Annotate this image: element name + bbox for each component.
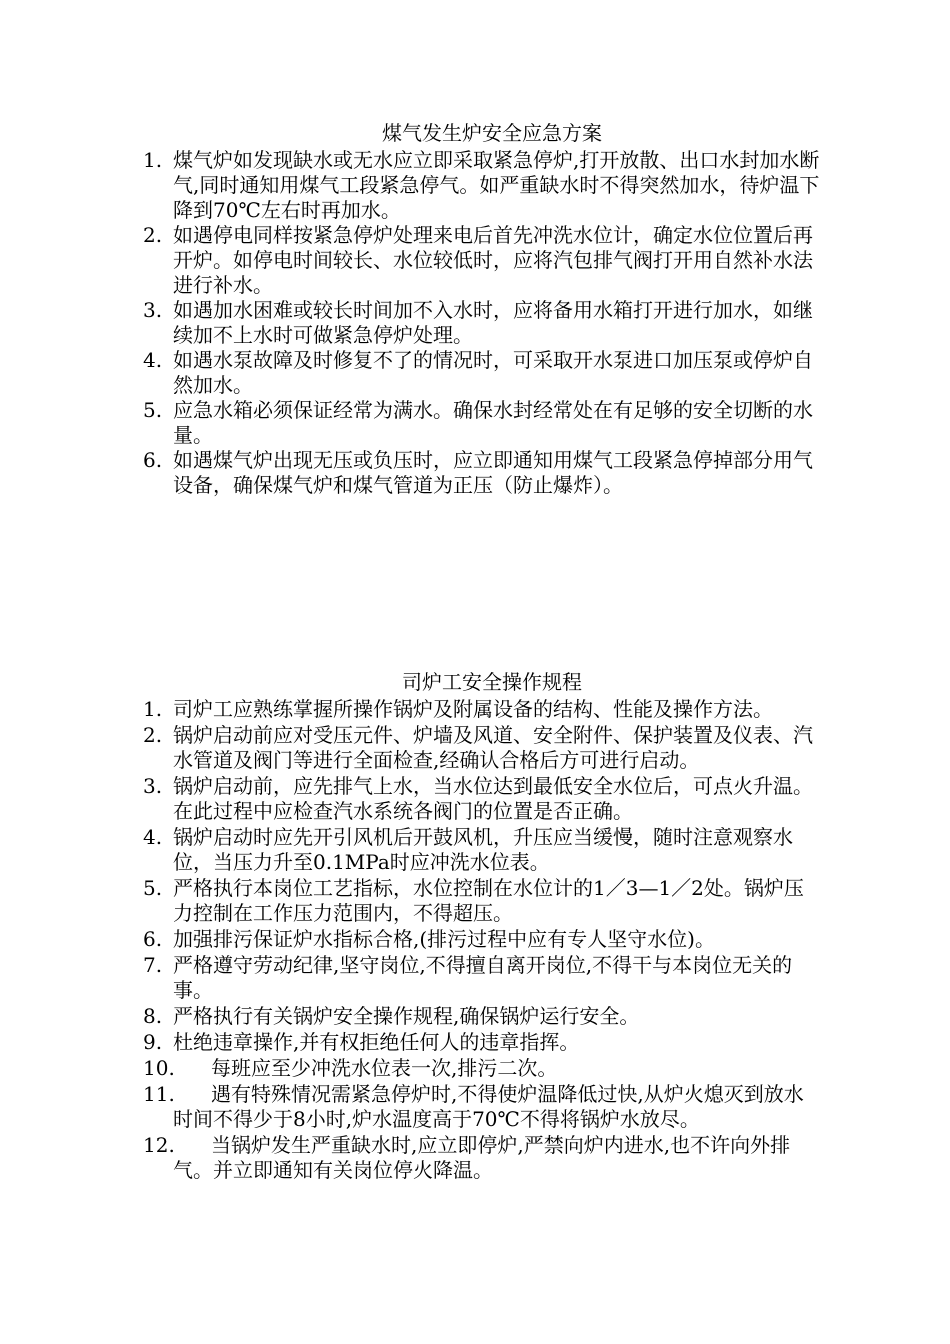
- item-text: 锅炉启动前，应先排气上水，当水位达到最低安全水位后，可点火升温。在此过程中应检查汽水系统各阀门的位置是否正确。: [173, 774, 813, 823]
- list-item: [143, 876, 823, 926]
- item-text: 如遇停电同样按紧急停炉处理来电后首先冲洗水位计，确定水位位置后再开炉。如停电时间较长、水位较低时，应将汽包排气阀打开用自然补水法进行补水。: [173, 223, 813, 297]
- item-text: 遇有特殊情况需紧急停炉时,不得使炉温降低过快,从炉火熄灭到放水时间不得少于8小时,炉水温度高于70℃不得将锅炉水放尽。: [173, 1082, 804, 1131]
- item-number: 1.: [143, 148, 163, 172]
- item-number: 5.: [143, 398, 163, 422]
- list-item: [143, 1030, 823, 1055]
- list-item: [143, 774, 823, 824]
- list-item: [143, 825, 823, 875]
- item-text: 杜绝违章操作,并有权拒绝任何人的违章指挥。: [173, 1030, 580, 1054]
- item-number: 4.: [143, 825, 163, 849]
- item-number: 9.: [143, 1030, 163, 1054]
- item-number: 1.: [143, 697, 163, 721]
- section-title: 司炉工安全操作规程: [402, 670, 582, 694]
- item-number: 12.: [143, 1133, 175, 1157]
- list-item: [143, 1133, 823, 1183]
- item-number: 11.: [143, 1082, 175, 1106]
- list-item: [143, 223, 823, 298]
- section-title: 煤气发生炉安全应急方案: [382, 121, 602, 145]
- item-number: 3.: [143, 298, 163, 322]
- item-text: 严格遵守劳动纪律,坚守岗位,不得擅自离开岗位,不得干与本岗位无关的事。: [173, 953, 793, 1002]
- item-number: 6.: [143, 927, 163, 951]
- item-text: 司炉工应熟练掌握所操作锅炉及附属设备的结构、性能及操作方法。: [173, 697, 773, 721]
- list-item: [143, 1082, 823, 1132]
- section-boiler-operator-safety-rules: [143, 667, 823, 1184]
- item-number: 6.: [143, 448, 163, 472]
- item-number: 5.: [143, 876, 163, 900]
- list-item: [143, 448, 823, 498]
- item-number: 10.: [143, 1056, 175, 1080]
- item-number: 7.: [143, 953, 163, 977]
- list-item: [143, 927, 823, 952]
- item-text: 严格执行本岗位工艺指标，水位控制在水位计的1／3—1／2处。锅炉压力控制在工作压力范围内，不得超压。: [173, 876, 804, 925]
- item-text: 如遇加水困难或较长时间加不入水时，应将备用水箱打开进行加水，如继续加不上水时可做紧急停炉处理。: [173, 298, 813, 347]
- list-item: [143, 348, 823, 398]
- list-item: [143, 148, 823, 223]
- item-text: 每班应至少冲洗水位表一次,排污二次。: [211, 1056, 558, 1080]
- item-text: 锅炉启动时应先开引风机后开鼓风机，升压应当缓慢，随时注意观察水位，当压力升至0.1MPa时应冲洗水位表。: [173, 825, 793, 874]
- item-text: 煤气炉如发现缺水或无水应立即采取紧急停炉,打开放散、出口水封加水断气,同时通知用煤气工段紧急停气。如严重缺水时不得突然加水，待炉温下降到70℃左右时再加水。: [173, 148, 820, 222]
- numbered-list: [143, 697, 823, 1183]
- item-text: 当锅炉发生严重缺水时,应立即停炉,严禁向炉内进水,也不许向外排气。并立即通知有关岗位停火降温。: [173, 1133, 791, 1182]
- item-number: 2.: [143, 723, 163, 747]
- item-number: 4.: [143, 348, 163, 372]
- list-item: [143, 953, 823, 1003]
- section-gas-generator-emergency-plan: [143, 118, 823, 498]
- item-number: 2.: [143, 223, 163, 247]
- list-item: [143, 723, 823, 773]
- numbered-list: [143, 148, 823, 498]
- item-text: 锅炉启动前应对受压元件、炉墙及风道、安全附件、保护装置及仪表、汽水管道及阀门等进行全面检查,经确认合格后方可进行启动。: [173, 723, 813, 772]
- item-text: 应急水箱必须保证经常为满水。确保水封经常处在有足够的安全切断的水量。: [173, 398, 813, 447]
- list-item: [143, 1004, 823, 1029]
- item-text: 如遇水泵故障及时修复不了的情况时，可采取开水泵进口加压泵或停炉自然加水。: [173, 348, 813, 397]
- item-number: 3.: [143, 774, 163, 798]
- item-number: 8.: [143, 1004, 163, 1028]
- list-item: [143, 398, 823, 448]
- list-item: [143, 697, 823, 722]
- item-text: 如遇煤气炉出现无压或负压时，应立即通知用煤气工段紧急停掉部分用气设备，确保煤气炉和煤气管道为正压（防止爆炸）。: [173, 448, 813, 497]
- list-item: [143, 1056, 823, 1081]
- item-text: 严格执行有关锅炉安全操作规程,确保锅炉运行安全。: [173, 1004, 640, 1028]
- list-item: [143, 298, 823, 348]
- item-text: 加强排污保证炉水指标合格,(排污过程中应有专人坚守水位)。: [173, 927, 715, 951]
